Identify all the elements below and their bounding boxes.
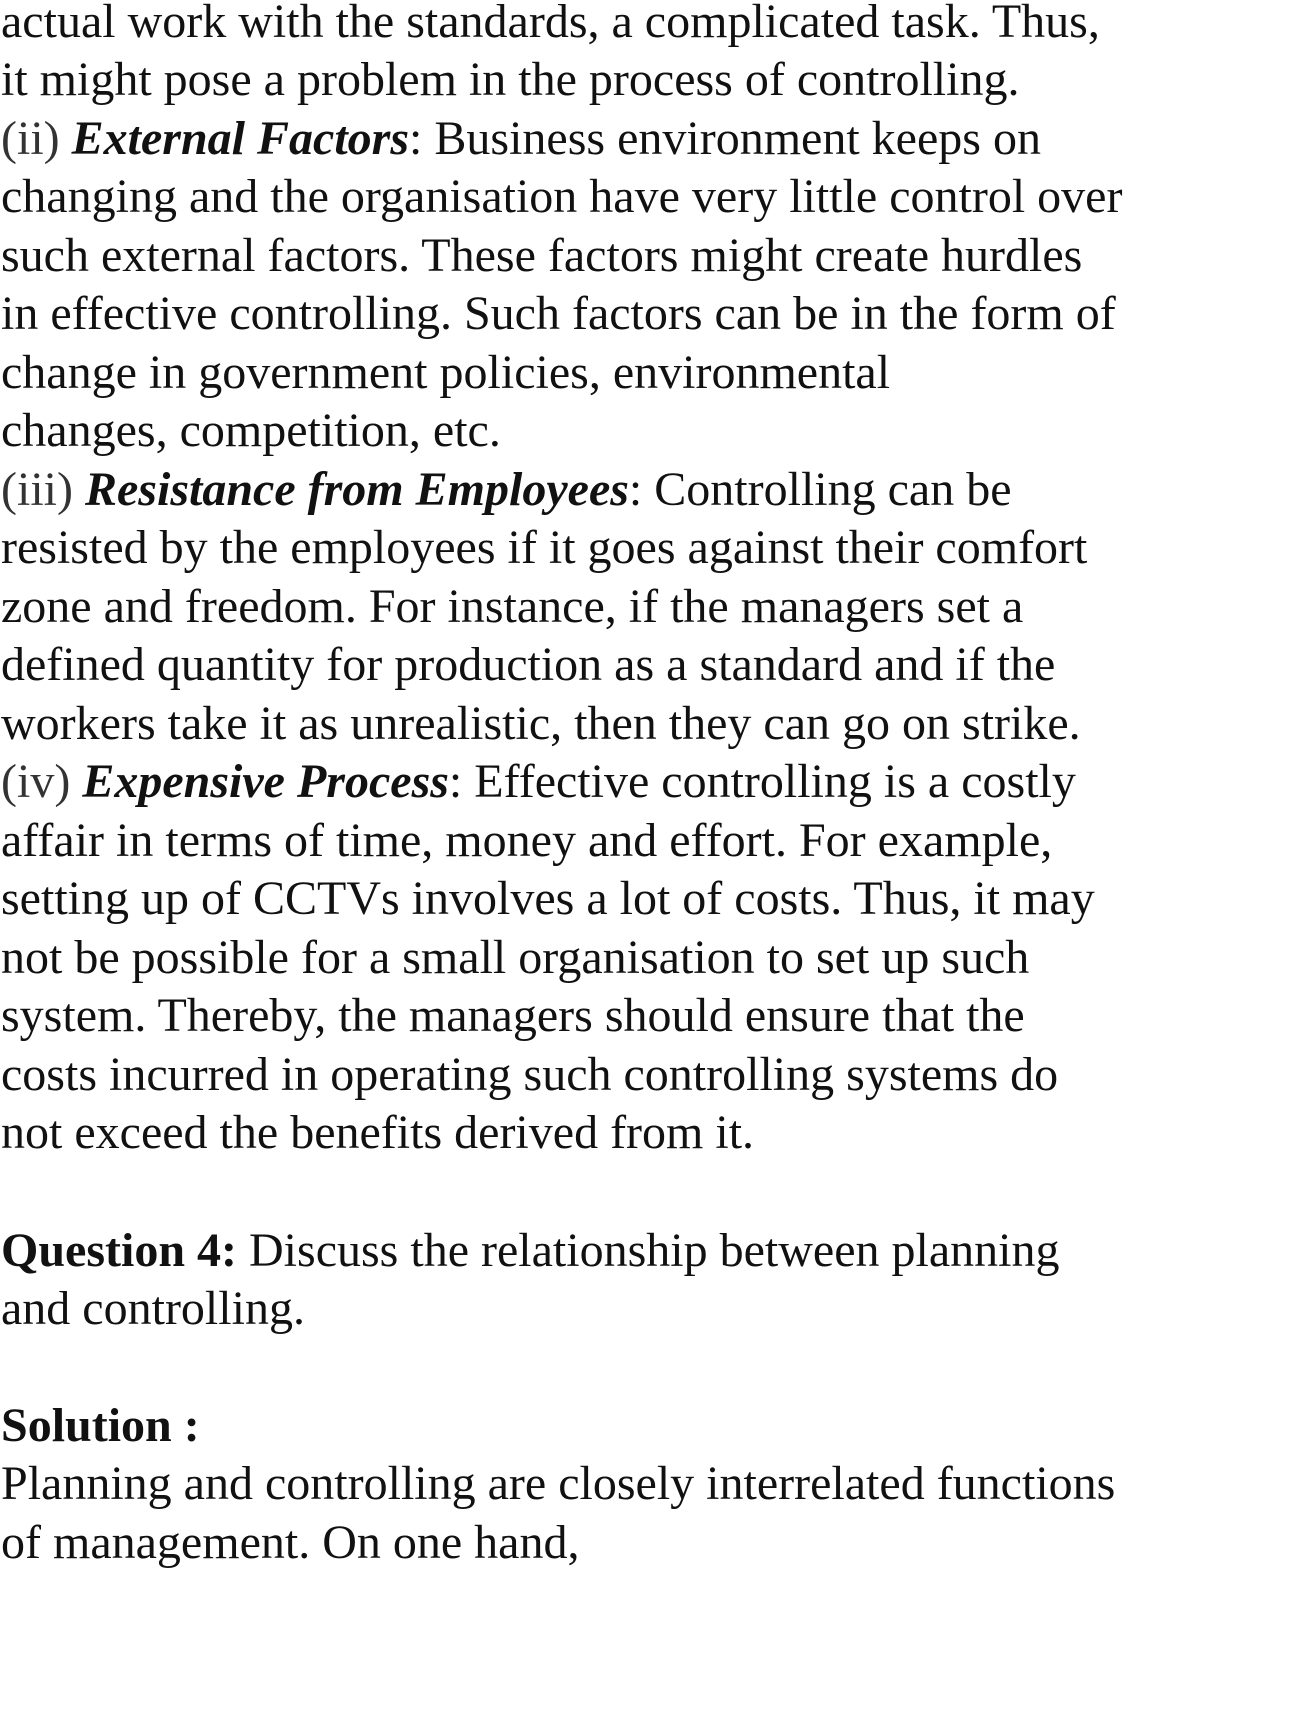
point-marker: (iii) [1,463,73,516]
paragraph-line: change in government policies, environmental [1,346,891,399]
point-expensive-process-heading [1,753,1076,812]
point-marker: (ii) [1,112,60,165]
question-heading [1,1222,1060,1281]
solution-heading: Solution : [1,1399,200,1452]
question-text-line-2: and controlling. [1,1282,305,1335]
intro-line-1 [1,0,1100,52]
intro-line-1-text: actual work with the standards, a complicated task. Thus, [1,0,1100,48]
paragraph-line: zone and freedom. For instance, if the managers set a [1,580,1024,633]
solution-line-2: of management. On one hand, [1,1516,580,1569]
question-label: Question 4: [1,1224,238,1277]
paragraph-line: workers take it as unrealistic, then they can go on strike. [1,697,1081,750]
paragraph-line: setting up of CCTVs involves a lot of costs. Thus, it may [1,872,1095,925]
intro-line-2-text: it might pose a problem in the process of controlling. [1,53,1020,106]
point-separator: : [628,463,643,516]
paragraph-line: in effective controlling. Such factors can be in the form of [1,287,1116,340]
point-marker: (iv) [1,755,71,808]
paragraph-line: such external factors. These factors might create hurdles [1,229,1083,282]
paragraph-line: defined quantity for production as a standard and if the [1,638,1056,691]
point-term: Expensive Process [82,755,449,808]
paragraph-line: affair in terms of time, money and effort. For example, [1,814,1053,867]
point-term: Resistance from Employees [84,463,629,516]
paragraph-line: not exceed the benefits derived from it. [1,1106,755,1159]
paragraph-line: system. Thereby, the managers should ensure that the [1,989,1025,1042]
point-resistance-heading [1,461,1012,520]
point-separator: : [448,755,463,808]
paragraph-line: changing and the organisation have very little control over [1,170,1123,223]
solution-line-1: Planning and controlling are closely interrelated functions [1,1457,1116,1510]
point-term: External Factors [71,112,410,165]
paragraph-line: changes, competition, etc. [1,404,501,457]
paragraph-line: resisted by the employees if it goes against their comfort [1,521,1088,574]
point-separator: : [409,112,423,165]
point-first-text: Effective controlling is a costly [462,755,1076,808]
paragraph-line: not be possible for a small organisation to set up such [1,931,1030,984]
point-external-factors-heading [1,110,1041,169]
intro-line-2 [1,51,1019,110]
paragraph-line: costs incurred in operating such controlling systems do [1,1048,1059,1101]
question-text: Discuss the relationship between planning [237,1224,1060,1277]
point-first-text: Controlling can be [642,463,1012,516]
point-first-text: Business environment keeps on [422,112,1041,165]
